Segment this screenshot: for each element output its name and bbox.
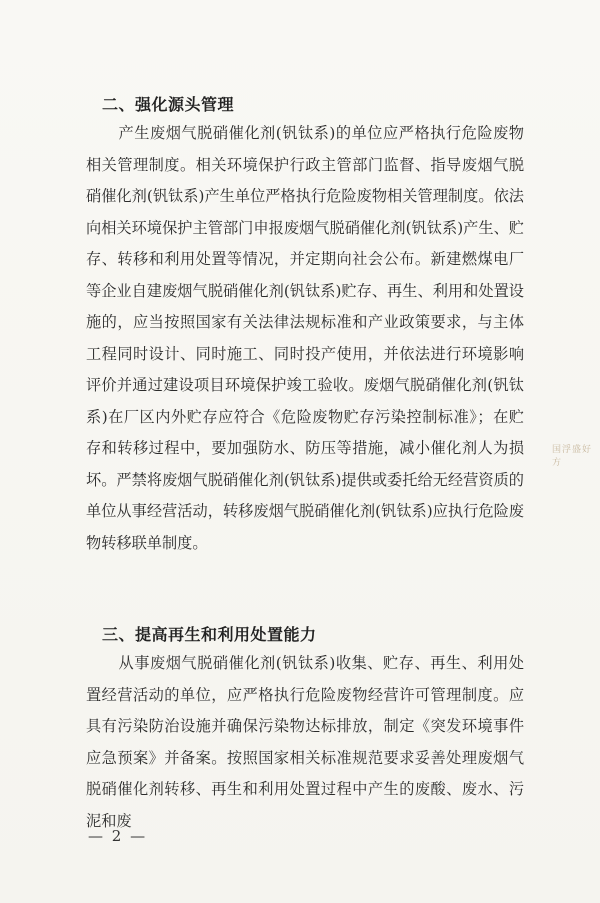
section-body-2-text: 产生废烟气脱硝催化剂(钒钛系)的单位应严格执行危险废物相关管理制度。相关环境保护行政主管部门监督、指导废烟气脱硝催化剂(钒钛系)产生单位严格执行危险废物相关管理制度。依法向相关环境保护主管部门申报废烟气脱硝催化剂(钒钛系)产生、贮存、转移和利用处置等情况，并定期向社会公布。新建燃煤电厂等企业自建废烟气脱硝催化剂(钒钛系)贮存、再生、利用和处置设施的，应当按照国家有关法律法规标准和产业政策要求，与主体工程同时设计、同时施工、同时投产使用，并依法进行环境影响评价并通过建设项目环境保护竣工验收。废烟气脱硝催化剂(钒钛系)在厂区内外贮存应符合《危险废物贮存污染控制标准》；在贮存和转移过程中，要加强防水、防压等措施，减小催化剂人为损坏。严禁将废烟气脱硝催化剂(钒钛系)提供或委托给无经营资质的单位从事经营活动，转移废烟气脱硝催化剂(钒钛系)应执行危险废物转移联单制度。 — [86, 124, 524, 552]
faint-stamp-mark: 国浮盛好方 — [552, 445, 593, 468]
section-heading-2: 二、强化源头管理 — [102, 95, 235, 114]
section-body-2 — [86, 118, 524, 559]
page-number: — 2 — — [88, 827, 148, 845]
section-body-3-text: 从事废烟气脱硝催化剂(钒钛系)收集、贮存、再生、利用处置经营活动的单位，应严格执行危险废物经营许可管理制度。应具有污染防治设施并确保污染物达标排放，制定《突发环境事件应急预案》并备案。按照国家相关标准规范要求妥善处理废烟气脱硝催化剂转移、再生和利用处置过程中产生的废酸、废水、污泥和废 — [86, 654, 524, 830]
section-body-3 — [86, 648, 524, 837]
section-heading-3: 三、提高再生和利用处置能力 — [102, 625, 317, 644]
